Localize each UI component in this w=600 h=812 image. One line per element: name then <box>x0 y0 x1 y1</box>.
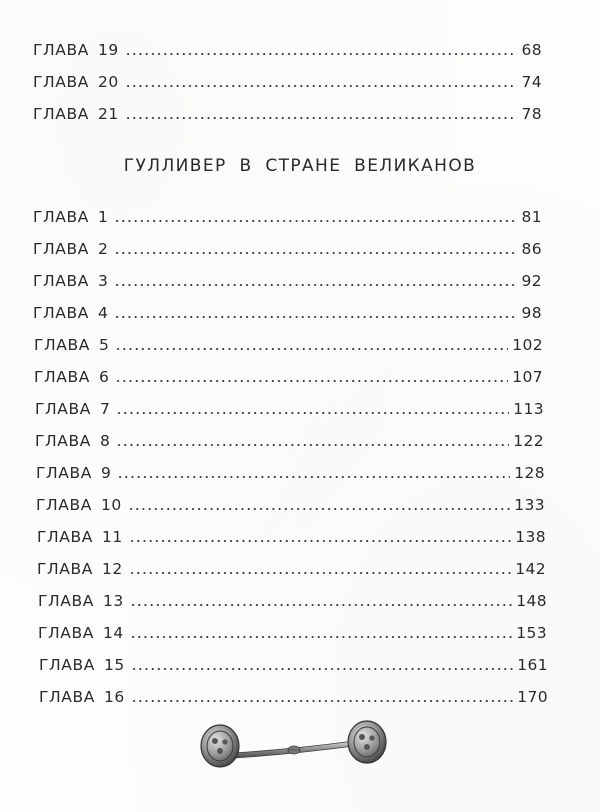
chapter-label: ГЛАВА <box>34 368 90 386</box>
chapter-number: 19 <box>97 41 119 59</box>
toc-entry[interactable] <box>0 578 600 610</box>
chapter-label: ГЛАВА <box>33 105 89 123</box>
chapter-number: 1 <box>97 208 109 226</box>
chapter-number: 20 <box>97 73 119 91</box>
page-number: 113 <box>513 400 544 418</box>
chapter-label: ГЛАВА <box>37 528 93 546</box>
dot-leader <box>129 572 511 574</box>
section-title: ГУЛЛИВЕР В СТРАНЕ ВЕЛИКАНОВ <box>123 156 477 176</box>
chapter-number: 5 <box>98 336 110 354</box>
dot-leader <box>128 508 510 510</box>
chapter-number: 8 <box>99 432 111 450</box>
toc-entry[interactable] <box>0 450 600 482</box>
page-number: 81 <box>521 208 542 226</box>
toc-entry[interactable] <box>0 642 600 674</box>
dot-leader <box>117 476 510 478</box>
toc-entry[interactable] <box>0 674 600 706</box>
dot-leader <box>125 85 518 87</box>
dot-leader <box>131 700 513 702</box>
toc-entry[interactable] <box>0 226 600 258</box>
toc-entry[interactable] <box>0 290 600 322</box>
dot-leader <box>115 348 508 350</box>
chapter-label: ГЛАВА <box>33 73 89 91</box>
page-number: 138 <box>515 528 546 546</box>
chapter-label: ГЛАВА <box>39 656 95 674</box>
chapter-number: 2 <box>97 240 109 258</box>
chapter-number: 7 <box>99 400 111 418</box>
dot-leader <box>125 53 518 55</box>
chapter-label: ГЛАВА <box>36 496 92 514</box>
chapter-label: ГЛАВА <box>33 272 89 290</box>
page-number: 78 <box>521 105 542 123</box>
toc-entry[interactable] <box>0 59 600 91</box>
toc-entry[interactable] <box>0 386 600 418</box>
page-number: 98 <box>521 304 542 322</box>
dot-leader <box>130 604 512 606</box>
chapter-number: 14 <box>102 624 124 642</box>
toc-entry[interactable] <box>0 322 600 354</box>
dot-leader <box>116 444 509 446</box>
page-number: 92 <box>521 272 542 290</box>
chapter-number: 13 <box>102 592 124 610</box>
page-number: 128 <box>514 464 545 482</box>
page-number: 107 <box>512 368 543 386</box>
dot-leader <box>116 412 509 414</box>
chapter-number: 9 <box>100 464 112 482</box>
toc-entry[interactable] <box>0 546 600 578</box>
toc-entry[interactable] <box>0 354 600 386</box>
dot-leader <box>114 284 517 286</box>
chapter-number: 12 <box>101 560 123 578</box>
chapter-label: ГЛАВА <box>33 208 89 226</box>
dot-leader <box>115 380 508 382</box>
page-number: 133 <box>514 496 545 514</box>
chapter-label: ГЛАВА <box>35 400 91 418</box>
page-number: 142 <box>515 560 546 578</box>
page-number: 102 <box>512 336 543 354</box>
page-number: 170 <box>517 688 548 706</box>
dot-leader <box>131 668 513 670</box>
chapter-number: 4 <box>97 304 109 322</box>
toc-entry[interactable] <box>0 418 600 450</box>
page-number: 86 <box>521 240 542 258</box>
page-number: 122 <box>513 432 544 450</box>
toc-entry[interactable] <box>0 610 600 642</box>
toc-list-top <box>0 27 600 123</box>
rolling-pin-ornament-icon <box>196 716 392 776</box>
chapter-label: ГЛАВА <box>37 560 93 578</box>
toc-entry[interactable] <box>0 514 600 546</box>
page-number: 74 <box>521 73 542 91</box>
chapter-label: ГЛАВА <box>35 432 91 450</box>
chapter-label: ГЛАВА <box>33 240 89 258</box>
page-number: 153 <box>516 624 547 642</box>
page-number: 148 <box>516 592 547 610</box>
toc-entry[interactable] <box>0 27 600 59</box>
dot-leader <box>130 636 512 638</box>
chapter-label: ГЛАВА <box>38 624 94 642</box>
toc-entry[interactable] <box>0 91 600 123</box>
chapter-number: 3 <box>97 272 109 290</box>
chapter-label: ГЛАВА <box>34 336 90 354</box>
dot-leader <box>114 220 517 222</box>
toc-entry[interactable] <box>0 482 600 514</box>
dot-leader <box>114 252 517 254</box>
toc-list-bottom <box>0 194 600 706</box>
chapter-label: ГЛАВА <box>38 592 94 610</box>
chapter-number: 11 <box>101 528 123 546</box>
dot-leader <box>114 316 517 318</box>
chapter-number: 6 <box>98 368 110 386</box>
chapter-number: 21 <box>97 105 119 123</box>
chapter-number: 15 <box>103 656 125 674</box>
toc-entry[interactable] <box>0 258 600 290</box>
page-number: 161 <box>517 656 548 674</box>
dot-leader <box>129 540 511 542</box>
dot-leader <box>125 117 518 119</box>
chapter-label: ГЛАВА <box>33 41 89 59</box>
chapter-label: ГЛАВА <box>39 688 95 706</box>
toc-entry[interactable] <box>0 194 600 226</box>
chapter-number: 16 <box>103 688 125 706</box>
page-number: 68 <box>521 41 542 59</box>
chapter-label: ГЛАВА <box>33 304 89 322</box>
chapter-label: ГЛАВА <box>36 464 92 482</box>
chapter-number: 10 <box>100 496 122 514</box>
